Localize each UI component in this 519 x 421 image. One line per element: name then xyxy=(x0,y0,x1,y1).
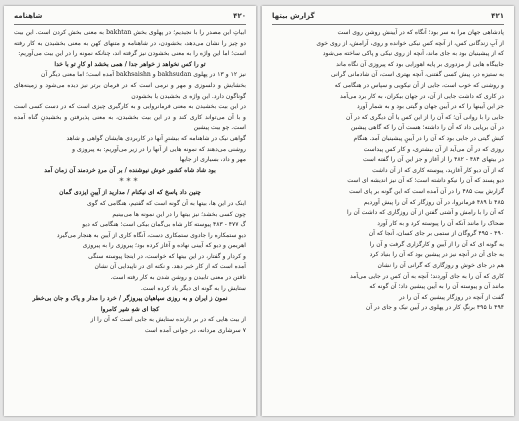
paragraph: ۷ سرشاری مردانه، در جوانی آمده است xyxy=(144,327,246,335)
paragraph: گواهی نیک در شاهنامه که بیشترِ آنها در کاربردی هایشان گواهی و شاهد xyxy=(66,134,246,142)
paragraph: در آن برپایی داد که آن را داشته؛ هست آن را که گاهی پیشین xyxy=(350,124,504,132)
paragraph: و کردار و گفتار، در این بیتها که خواست، در اینجا پیوسته سنگی xyxy=(88,252,246,260)
paragraph: تافتن در معنی تابیدن و روشن شدن به کار رفته است. xyxy=(110,274,246,282)
paragraph: جز این آیینها را که در آیین جهان و گیتی بود و به شمار آورد xyxy=(356,103,504,111)
paragraph: به جای آن در آنچه نیز در پیشین بود که آن را بنیاد کرد xyxy=(369,251,504,259)
paragraph: از آبِ زندگانی کس، از آنچه کس نیکی خوانده و روی، آرامش، از روی خوی xyxy=(316,39,504,47)
paragraph: ابیاتِ این مصدر را با نجیدیم؛ در پهلوی بخش bakhtan به معنی بخش کردن است. این بیت دو چیز را نشان می‌دهد، بخشودن، در شاهنامه و متنهای کهن به معنی بخشیدن به کار رفته است؛ اما این واژه را به معنی بخشودن نیز گرفته اند، چنانکه نمونه را در این بیت می‌آوریم: xyxy=(14,29,246,58)
paragraph: در بیتهای ۴۸۴ - ۴۸۲ را از آغاز و جز این آن را گفته است xyxy=(362,156,504,164)
paragraph: مهر و داد، بسیاری از جایها xyxy=(179,156,246,164)
paragraph: اینک در این ها، بیتها به آن گونه است که گفتیم، هنگامی که گوی xyxy=(86,199,246,207)
right-page-body xyxy=(272,28,504,410)
right-page-number: ۴۲۱ xyxy=(491,12,504,20)
paragraph: به گونه ای که آن را از آیین و کارگزاری گرفت و آن را xyxy=(369,240,504,248)
paragraph: در کاری که داشت جایی از آن، در جهان بیکران، به کار برد می‌آمد xyxy=(339,92,504,100)
paragraph: پادشاهی جهان مرا به سر بود؛ آنگاه که در آیینش روشن روی است xyxy=(337,29,504,36)
paragraph: کیش گیتی در جایی بود که آن را در آیینِ پیشینیان آمد. هنگام xyxy=(353,134,504,142)
book-gutter xyxy=(257,6,261,416)
paragraph: گ ۴۷۷ - ۴۸۳ پیوسته کار شاه بی‌گمان بیکی است؛ هنگامی که دیو xyxy=(82,221,246,229)
paragraph: دیو پسند که آن را نیکو داشته است؛ که آن نیز اندیشه ای است xyxy=(347,177,504,185)
paragraph: مانند آن و پیوسته آن را به آیین پیشین داد؛ آن گونه که xyxy=(369,283,504,291)
paragraph: به ستیزه در، پیش کسی گفتنی، آنچه بهتری است، آن شادمانی گرانی xyxy=(331,71,504,79)
left-page-header xyxy=(14,12,246,25)
left-running-title: شاهنامه xyxy=(14,12,43,20)
left-page xyxy=(4,6,256,416)
right-running-title: گزارش بیتها xyxy=(272,12,315,20)
right-page xyxy=(262,6,514,416)
paragraph: ۴۸۵ تا ۴۸۹ فرمانروا، در آن روزگار که آن را پیش آوردیم xyxy=(363,198,504,206)
paragraph: جایی را با روانی آن؛ که آن را از این کس یا آن دیگری که در آن xyxy=(346,113,504,121)
paragraph: ۴۹۴ تا ۴۹۵ برنگِ کار در پهلوی در آیین نیک و جای در آن xyxy=(365,304,504,312)
paragraph: از بیت هایی که در بر دارنده ستایش به جایی است که آن را از xyxy=(90,316,246,324)
paragraph: گفت از آنچه در روزگار پیشین که آن را در xyxy=(399,293,504,301)
verse-line: چنین داد پاسخ که ای نیکنام / مدارید از آیینِ ایزدی گمان xyxy=(59,189,201,197)
paragraph: روزی که در آن می‌آید از آن بیشتری، و کار کس پیداست xyxy=(363,145,504,153)
paragraph: ستایش را به گونه ای دیگر یاد کرده است. xyxy=(140,284,246,292)
paragraph: ضحاک را مانند آنکه آن را پیوسته کرد و به کار آورد xyxy=(377,219,504,227)
paragraph: گزارش بیت ۴۸۵ را در آن آمده است که این گونه بر پای است xyxy=(349,187,504,195)
paragraph: آمده است که از کار خبر دهد. و نکته ای در ناپیدایی آن نشان xyxy=(94,263,246,271)
paragraph: جاییگاه هایی از مزدوری بر پایه اهورایی بود که پیروزی آن نگاه ماند xyxy=(336,60,504,68)
paragraph: بخشایش و دلسوزی و مهر و نرمی است که در فرمان برتر نیز دیده می‌شود و زمینه‌های گوناگون دارد. این واژه ی بخشیدن یا بخشودن xyxy=(14,81,246,100)
paragraph: روشنی می‌دهند که نمونه هایی از آنها را در زیر می‌آوریم: به پیروزی و xyxy=(72,145,246,153)
paragraph: هم در جای خوش و روزگاری که گرانی آن را نشان xyxy=(377,262,504,270)
paragraph: نیز ۱۲ و ۱۳ در پهلوی bakhsudan و bakhsaishn آمده است؛ اما معنی دیگر آن xyxy=(41,71,246,79)
paragraph: که از آن دیو کار آغازید، پیوسته کاری که از آن داشت xyxy=(372,166,504,174)
verse-line: بود شاد شاه کشور خوش نیوشنده / بر آن مردِ خردمند آن زمان آمد xyxy=(44,166,216,174)
verse-line: کجا ای شهِ شیر کامروا xyxy=(100,305,160,313)
paragraph: ۴۹۰ - ۴۹۵ گروگان از ستمی بر جای کسان، آنجا که آن xyxy=(368,230,504,238)
paragraph: و روشنی که خوب است، جایی از آن نیکویی و سپاس در هنگامی که xyxy=(334,81,504,89)
verse-line: نمون ز ایران و به روزی سپاهیان پیروزگر / خرد را مدار و پاک و جان بی‌خطر xyxy=(32,295,228,303)
right-page-header xyxy=(272,12,504,25)
paragraph: دیوِ ستمکاره را جادوی ستمکاری دست، آنگاه کاری از آیین به هنجار می‌گیرد xyxy=(56,231,246,239)
section-divider: *** xyxy=(119,177,141,187)
paragraph: اهریمن و دیو که آیینی نهاده و آغاز کرده بود؛ پیروزی را به پیروزی xyxy=(82,242,246,250)
left-page-number: ۴۲۰ xyxy=(233,12,246,20)
paragraph: در این بیت بخشیدن به معنی فرمانروایی و به کارگیری چیزی است که در دست کسی است و با آن می‌تواند کاری کند و در این بیت بخشیدن، به معنی پذیرفتن و بخشیدنِ گناه آمده است. چو بیت پیشین xyxy=(14,103,246,132)
paragraph: که از پیشینیان بود به جای ماند، آنچه از روی نیکی و پاکی ساخته می‌شود xyxy=(322,50,504,58)
paragraph: کاری که آن را به جای آوردند؛ آنچه به آن کس در جایی می‌آمد xyxy=(349,272,504,280)
paragraph: که آن را با رامش و آشتی گفتن از آن روزگاری که داشت آن را xyxy=(346,209,504,217)
left-page-body xyxy=(14,28,246,410)
verse-line: تو را کس نخواهد ز خواهر جدا / همی بخشد او کارِ تو با خدا xyxy=(54,60,206,68)
paragraph: چون کسی بخشد؛ نیز بیتها را در این نمونه ها می‌بینیم xyxy=(112,210,246,218)
